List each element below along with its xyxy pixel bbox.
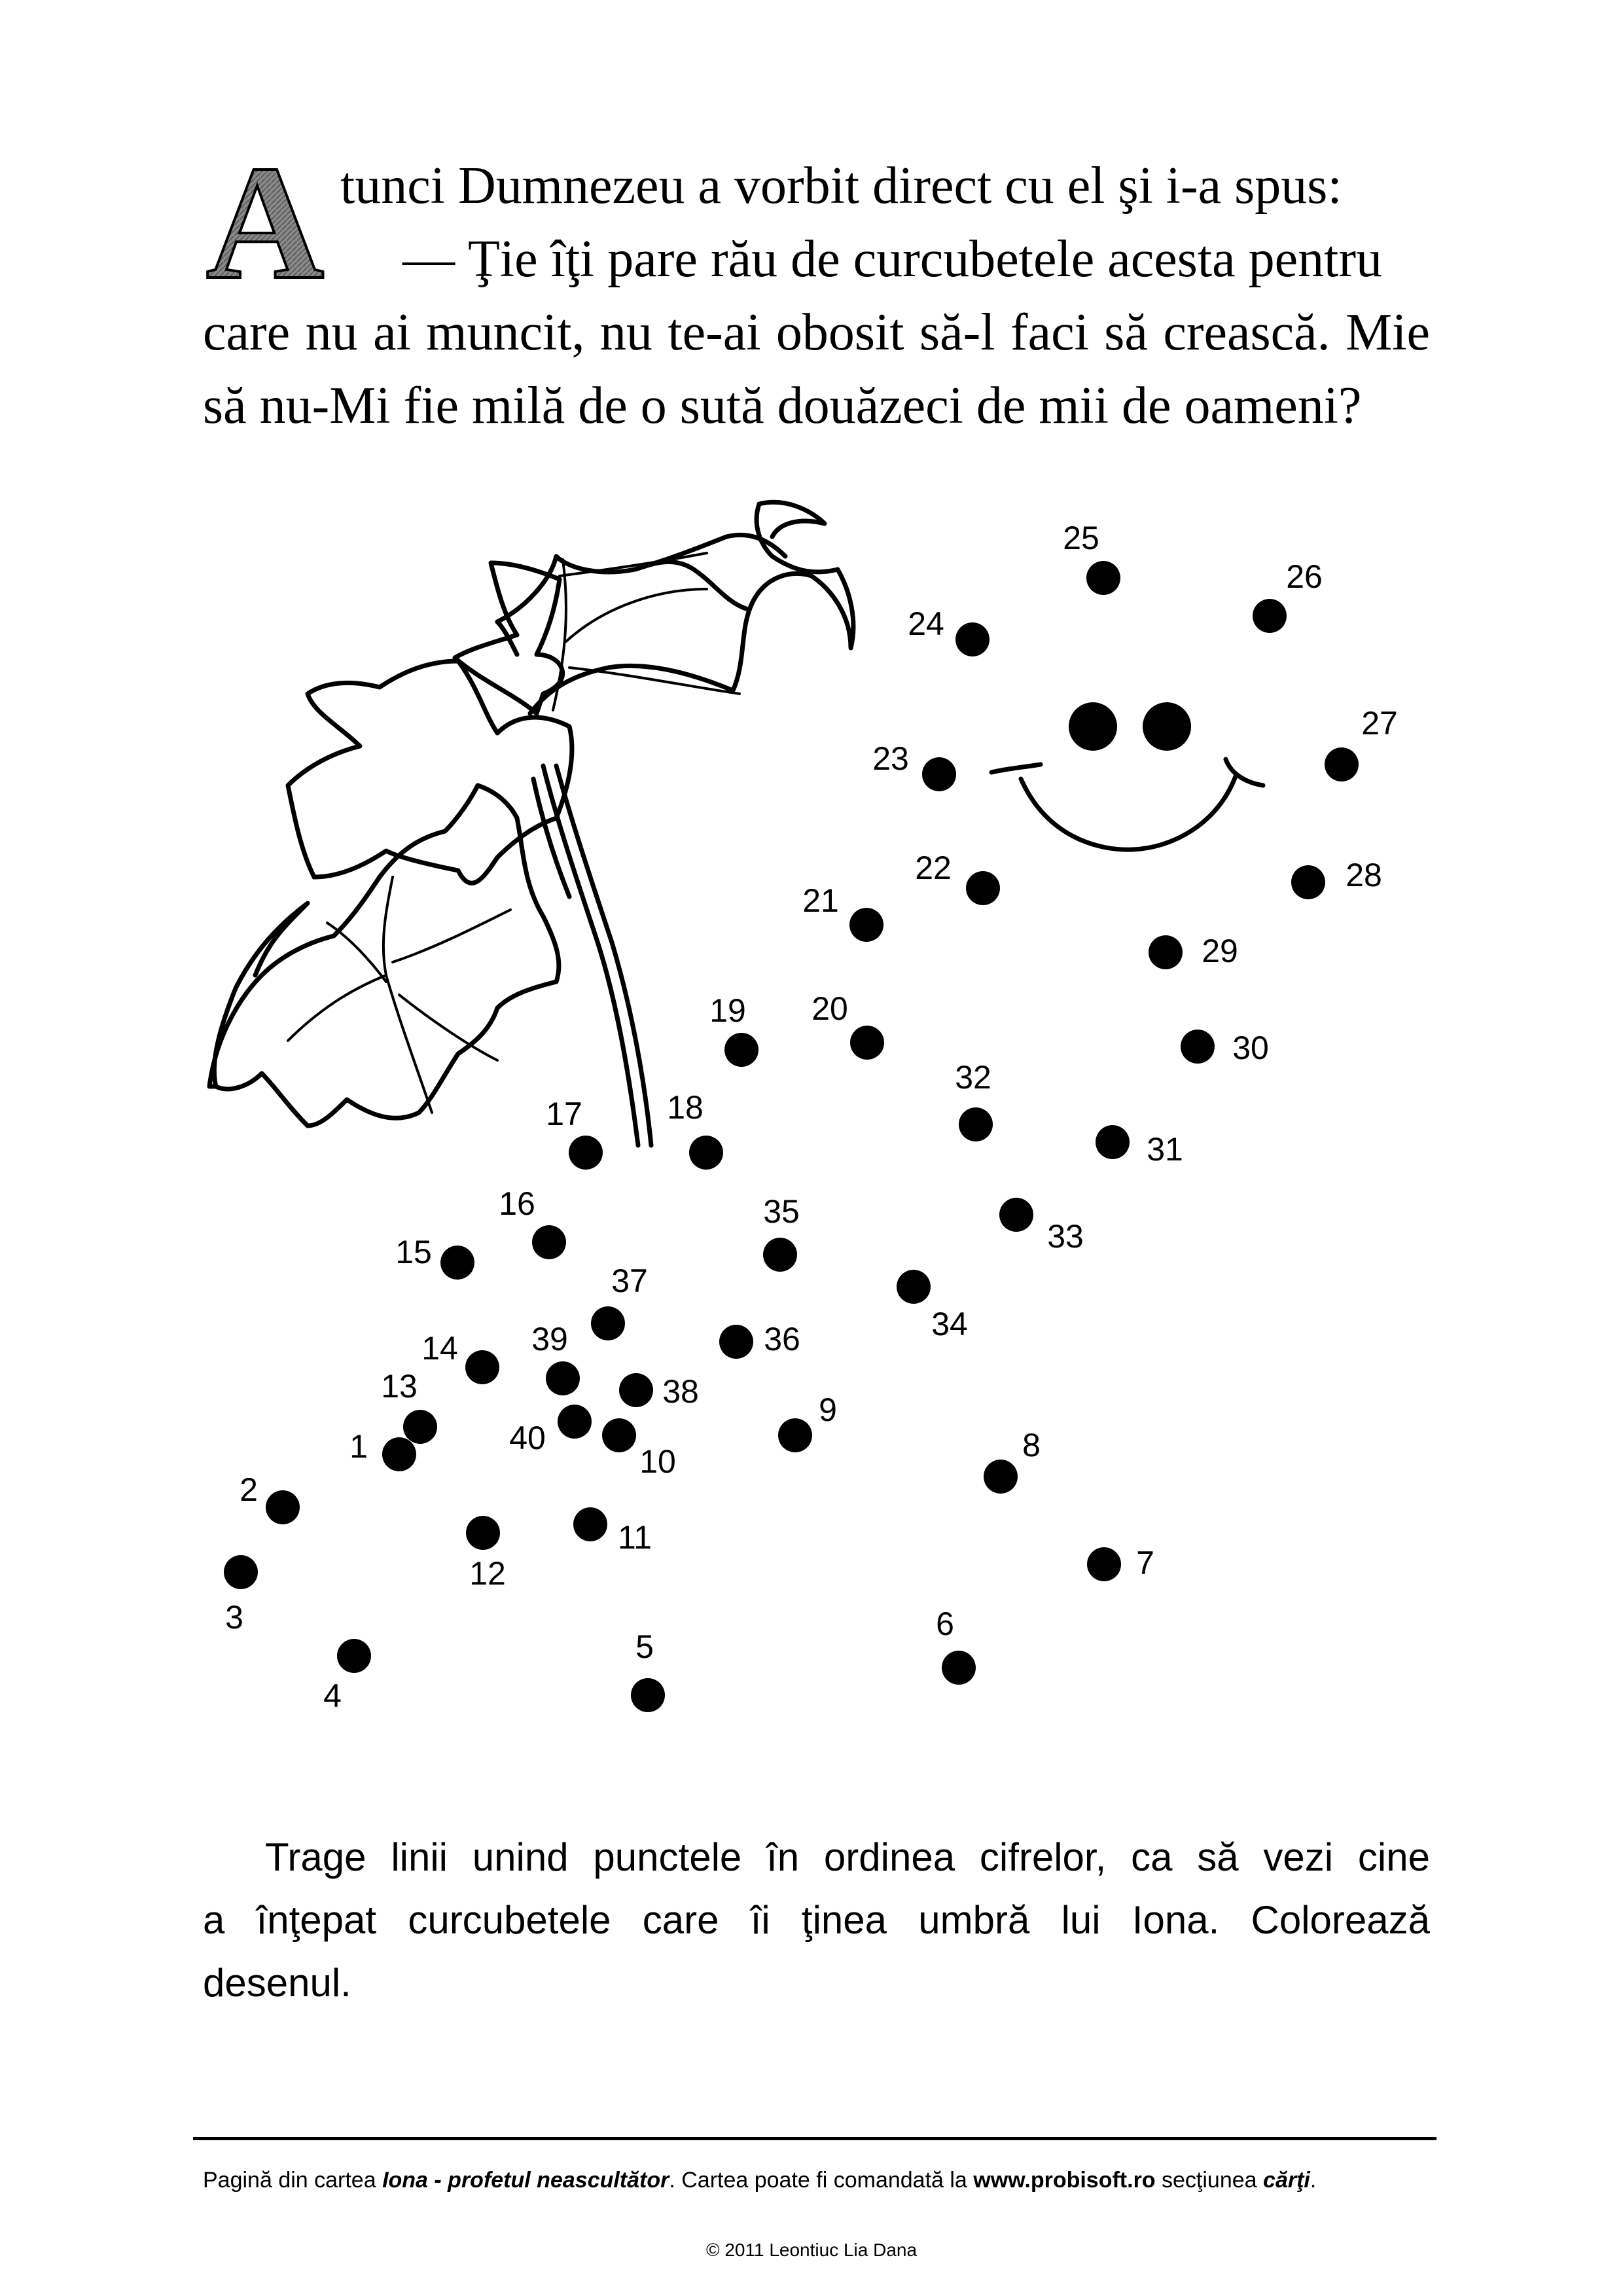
dot-label-25: 25 xyxy=(1063,520,1099,557)
dot-20 xyxy=(850,1026,884,1060)
story-line-2: — Ţie îţi pare rău de curcubetele acesta pentru xyxy=(402,230,1382,288)
copyright: © 2011 Leontiuc Lia Dana xyxy=(705,2240,918,2260)
dot-37 xyxy=(591,1306,625,1340)
dot-38 xyxy=(619,1373,653,1407)
dot-40 xyxy=(558,1405,592,1439)
dot-label-3: 3 xyxy=(225,1599,243,1636)
dot-label-22: 22 xyxy=(915,850,952,887)
dot-label-37: 37 xyxy=(611,1263,648,1300)
dot-27 xyxy=(1325,747,1359,781)
dot-label-20: 20 xyxy=(812,990,848,1028)
dot-label-36: 36 xyxy=(764,1321,800,1358)
footer-middle: . Cartea poate fi comandată la xyxy=(669,2168,974,2193)
dot-39 xyxy=(546,1361,580,1395)
dot-label-16: 16 xyxy=(499,1185,535,1223)
dot-33 xyxy=(999,1198,1033,1232)
dot-label-19: 19 xyxy=(709,992,746,1030)
dot-12 xyxy=(466,1516,500,1550)
dot-36 xyxy=(719,1325,753,1359)
dot-28 xyxy=(1291,865,1325,899)
dot-label-21: 21 xyxy=(802,882,839,920)
footer-section-name: cărţi xyxy=(1263,2168,1310,2193)
dot-18 xyxy=(689,1136,723,1170)
dot-14 xyxy=(465,1350,499,1384)
smiley-left-eye xyxy=(1069,702,1117,751)
dot-32 xyxy=(959,1107,993,1141)
dot-2 xyxy=(266,1490,300,1524)
footer-site-link[interactable]: www.probisoft.ro xyxy=(973,2168,1156,2193)
dot-35 xyxy=(763,1238,797,1272)
dot-label-4: 4 xyxy=(323,1677,342,1715)
dot-label-23: 23 xyxy=(872,740,909,778)
footer-prefix: Pagină din cartea xyxy=(203,2168,383,2193)
smiley-face xyxy=(991,702,1263,850)
instructions-line-1: Trage linii unind punctele în ordinea cifrelor, ca să vezi cine xyxy=(265,1835,1430,1879)
dot-label-14: 14 xyxy=(421,1330,458,1367)
dot-label-31: 31 xyxy=(1147,1131,1183,1168)
story-line-4: să nu-Mi fie milă de o sută douăzeci de mii de oameni? xyxy=(203,377,1362,435)
dot-label-35: 35 xyxy=(763,1193,800,1230)
dot-label-1: 1 xyxy=(349,1428,368,1465)
story-line-1: tunci Dumnezeu a vorbit direct cu el şi i-a spus: xyxy=(340,157,1342,215)
dot-label-30: 30 xyxy=(1232,1030,1269,1067)
dot-9 xyxy=(778,1418,812,1452)
dot-16 xyxy=(532,1225,566,1259)
dot-label-9: 9 xyxy=(819,1391,837,1429)
dot-label-28: 28 xyxy=(1346,857,1382,894)
dot-10 xyxy=(602,1418,636,1452)
dot-label-33: 33 xyxy=(1047,1218,1084,1255)
dot-label-39: 39 xyxy=(531,1321,568,1358)
dot-label-11: 11 xyxy=(618,1519,652,1556)
footer-book-title: Iona - profetul neascultător xyxy=(382,2168,669,2193)
dot-label-17: 17 xyxy=(546,1096,582,1133)
dot-24 xyxy=(955,622,990,656)
dot-34 xyxy=(897,1270,931,1304)
smiley-mouth xyxy=(1021,776,1236,850)
dot-3 xyxy=(224,1555,258,1589)
dot-label-18: 18 xyxy=(667,1089,704,1126)
dot-label-24: 24 xyxy=(908,605,944,643)
dot-label-13: 13 xyxy=(381,1368,418,1405)
dot-11 xyxy=(573,1507,607,1541)
dot-8 xyxy=(984,1460,1018,1494)
dot-label-27: 27 xyxy=(1361,705,1398,742)
dot-label-12: 12 xyxy=(469,1555,506,1592)
dot-22 xyxy=(966,871,1000,905)
dot-label-29: 29 xyxy=(1202,933,1238,970)
dot-label-32: 32 xyxy=(955,1059,991,1096)
dot-25 xyxy=(1086,561,1120,595)
instructions-line-3: desenul. xyxy=(203,1961,351,2005)
dot-7 xyxy=(1087,1547,1121,1581)
dot-label-10: 10 xyxy=(639,1443,676,1480)
dot-6 xyxy=(942,1651,976,1685)
dot-31 xyxy=(1096,1125,1130,1159)
footer-credit xyxy=(203,2168,1446,2193)
dot-label-38: 38 xyxy=(662,1373,699,1410)
dot-5 xyxy=(631,1678,665,1712)
dot-23 xyxy=(922,757,956,791)
instructions-line-2: a înţepat curcubetele care îi ţinea umbră lui Iona. Colorează xyxy=(203,1898,1430,1942)
story-line-3: care nu ai muncit, nu te-ai obosit să-l faci să crească. Mie xyxy=(203,304,1430,361)
dot-13 xyxy=(403,1410,437,1444)
dot-label-2: 2 xyxy=(240,1471,258,1509)
dot-label-7: 7 xyxy=(1136,1545,1154,1582)
footer-end: . xyxy=(1310,2168,1317,2193)
dot-1 xyxy=(382,1437,416,1471)
dot-17 xyxy=(569,1136,603,1170)
footer-divider xyxy=(193,2137,1436,2140)
dot-label-40: 40 xyxy=(509,1420,546,1457)
dot-label-8: 8 xyxy=(1022,1427,1041,1464)
svg-text:A: A xyxy=(205,152,325,289)
dot-21 xyxy=(849,908,883,942)
dot-30 xyxy=(1181,1030,1215,1064)
smiley-right-eye xyxy=(1143,702,1191,751)
footer-section-text: secţiunea xyxy=(1155,2168,1264,2193)
dot-29 xyxy=(1149,935,1183,969)
dot-15 xyxy=(440,1246,474,1280)
dot-label-15: 15 xyxy=(395,1234,432,1271)
dot-19 xyxy=(724,1033,758,1067)
dot-label-26: 26 xyxy=(1286,558,1323,596)
dot-26 xyxy=(1253,599,1287,633)
dot-label-34: 34 xyxy=(931,1306,968,1343)
dot-label-5: 5 xyxy=(635,1628,654,1666)
dot-4 xyxy=(337,1639,371,1673)
dot-label-6: 6 xyxy=(936,1605,954,1643)
instructions xyxy=(203,1826,1430,2015)
